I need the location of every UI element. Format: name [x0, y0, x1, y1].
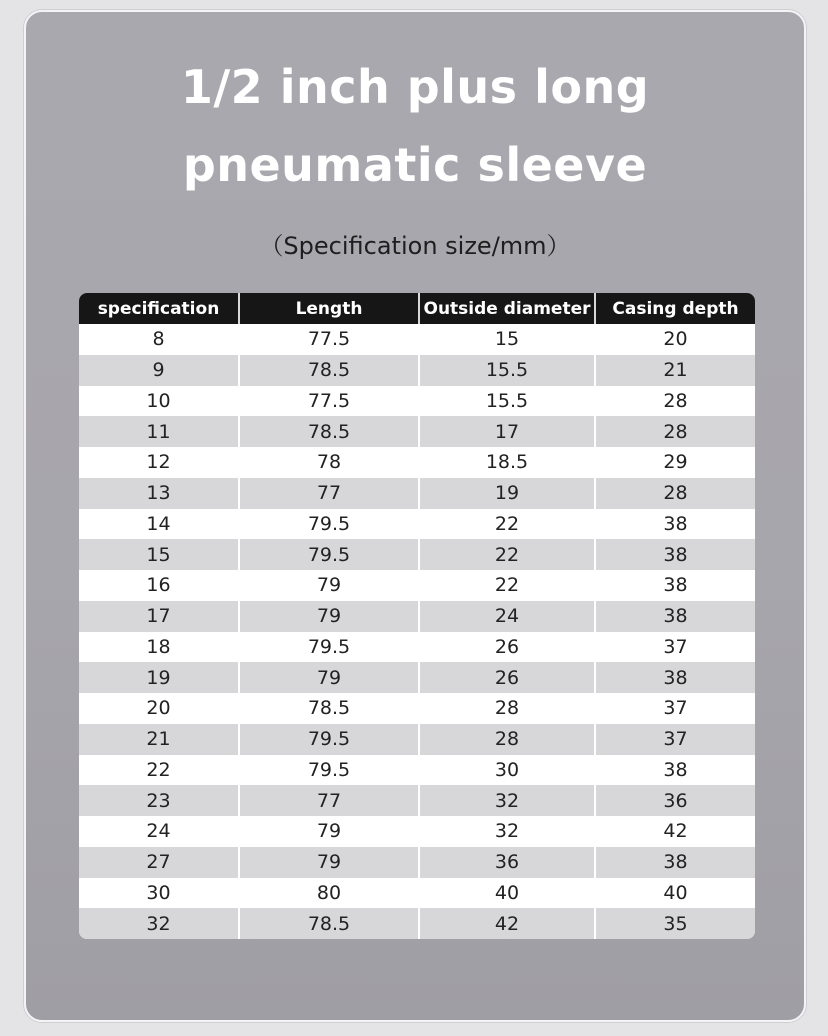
- cell-specification: 10: [79, 386, 239, 417]
- cell-casing-depth: 37: [595, 693, 755, 724]
- cell-length: 79.5: [239, 632, 419, 663]
- cell-casing-depth: 40: [595, 878, 755, 909]
- cell-specification: 30: [79, 878, 239, 909]
- cell-casing-depth: 21: [595, 355, 755, 386]
- table-row: [79, 755, 755, 786]
- cell-length: 78.5: [239, 908, 419, 939]
- cell-specification: 16: [79, 570, 239, 601]
- cell-outside-diameter: 22: [419, 509, 595, 540]
- cell-casing-depth: 38: [595, 755, 755, 786]
- header-length: Length: [239, 293, 419, 324]
- cell-length: 78.5: [239, 355, 419, 386]
- table-body: [79, 324, 755, 939]
- cell-outside-diameter: 30: [419, 755, 595, 786]
- cell-outside-diameter: 17: [419, 416, 595, 447]
- cell-length: 77.5: [239, 386, 419, 417]
- cell-outside-diameter: 15.5: [419, 355, 595, 386]
- cell-casing-depth: 37: [595, 632, 755, 663]
- cell-specification: 11: [79, 416, 239, 447]
- cell-length: 77: [239, 785, 419, 816]
- table-row: [79, 908, 755, 939]
- cell-specification: 24: [79, 816, 239, 847]
- cell-length: 79: [239, 816, 419, 847]
- table-row: [79, 601, 755, 632]
- cell-outside-diameter: 18.5: [419, 447, 595, 478]
- cell-casing-depth: 28: [595, 416, 755, 447]
- table-row: [79, 632, 755, 663]
- cell-casing-depth: 38: [595, 509, 755, 540]
- cell-length: 79.5: [239, 724, 419, 755]
- cell-outside-diameter: 32: [419, 785, 595, 816]
- cell-outside-diameter: 32: [419, 816, 595, 847]
- cell-length: 78: [239, 447, 419, 478]
- cell-casing-depth: 36: [595, 785, 755, 816]
- cell-casing-depth: 38: [595, 539, 755, 570]
- cell-specification: 18: [79, 632, 239, 663]
- cell-specification: 21: [79, 724, 239, 755]
- cell-length: 79: [239, 847, 419, 878]
- cell-specification: 22: [79, 755, 239, 786]
- cell-outside-diameter: 22: [419, 539, 595, 570]
- table-row: [79, 847, 755, 878]
- cell-outside-diameter: 40: [419, 878, 595, 909]
- title-line-2: pneumatic sleeve: [182, 138, 648, 192]
- cell-length: 79: [239, 601, 419, 632]
- cell-outside-diameter: 19: [419, 478, 595, 509]
- cell-outside-diameter: 22: [419, 570, 595, 601]
- table-row: [79, 447, 755, 478]
- cell-casing-depth: 35: [595, 908, 755, 939]
- cell-length: 77: [239, 478, 419, 509]
- page-title: [26, 48, 804, 204]
- table-row: [79, 724, 755, 755]
- cell-specification: 13: [79, 478, 239, 509]
- cell-specification: 15: [79, 539, 239, 570]
- table-row: [79, 570, 755, 601]
- cell-specification: 17: [79, 601, 239, 632]
- cell-casing-depth: 28: [595, 386, 755, 417]
- cell-length: 79.5: [239, 539, 419, 570]
- cell-casing-depth: 38: [595, 662, 755, 693]
- cell-casing-depth: 29: [595, 447, 755, 478]
- cell-casing-depth: 38: [595, 601, 755, 632]
- cell-casing-depth: 20: [595, 324, 755, 355]
- cell-length: 78.5: [239, 416, 419, 447]
- table-row: [79, 662, 755, 693]
- table-row: [79, 539, 755, 570]
- cell-length: 79.5: [239, 509, 419, 540]
- header-casing-depth: Casing depth: [595, 293, 755, 324]
- spec-table: [79, 293, 755, 939]
- cell-outside-diameter: 28: [419, 724, 595, 755]
- cell-specification: 20: [79, 693, 239, 724]
- table-row: [79, 355, 755, 386]
- table-row: [79, 693, 755, 724]
- cell-specification: 19: [79, 662, 239, 693]
- cell-specification: 32: [79, 908, 239, 939]
- table-row: [79, 816, 755, 847]
- cell-outside-diameter: 15.5: [419, 386, 595, 417]
- cell-outside-diameter: 26: [419, 662, 595, 693]
- cell-length: 78.5: [239, 693, 419, 724]
- cell-casing-depth: 42: [595, 816, 755, 847]
- cell-length: 79: [239, 662, 419, 693]
- cell-specification: 8: [79, 324, 239, 355]
- cell-casing-depth: 37: [595, 724, 755, 755]
- subtitle: （Specification size/mm）: [259, 232, 571, 260]
- cell-specification: 23: [79, 785, 239, 816]
- cell-casing-depth: 38: [595, 570, 755, 601]
- table-row: [79, 785, 755, 816]
- cell-outside-diameter: 42: [419, 908, 595, 939]
- header-outside-diameter: Outside diameter: [419, 293, 595, 324]
- table-row: [79, 509, 755, 540]
- cell-length: 77.5: [239, 324, 419, 355]
- cell-casing-depth: 38: [595, 847, 755, 878]
- spec-table-container: [79, 293, 755, 939]
- cell-outside-diameter: 36: [419, 847, 595, 878]
- header-specification: specification: [79, 293, 239, 324]
- cell-outside-diameter: 24: [419, 601, 595, 632]
- table-row: [79, 386, 755, 417]
- cell-casing-depth: 28: [595, 478, 755, 509]
- title-line-1: 1/2 inch plus long: [180, 60, 650, 114]
- cell-specification: 14: [79, 509, 239, 540]
- cell-length: 80: [239, 878, 419, 909]
- cell-specification: 9: [79, 355, 239, 386]
- table-header-row: [79, 293, 755, 324]
- table-row: [79, 878, 755, 909]
- cell-outside-diameter: 28: [419, 693, 595, 724]
- cell-outside-diameter: 26: [419, 632, 595, 663]
- cell-specification: 12: [79, 447, 239, 478]
- cell-outside-diameter: 15: [419, 324, 595, 355]
- table-row: [79, 478, 755, 509]
- cell-length: 79: [239, 570, 419, 601]
- cell-length: 79.5: [239, 755, 419, 786]
- table-row: [79, 324, 755, 355]
- cell-specification: 27: [79, 847, 239, 878]
- table-row: [79, 416, 755, 447]
